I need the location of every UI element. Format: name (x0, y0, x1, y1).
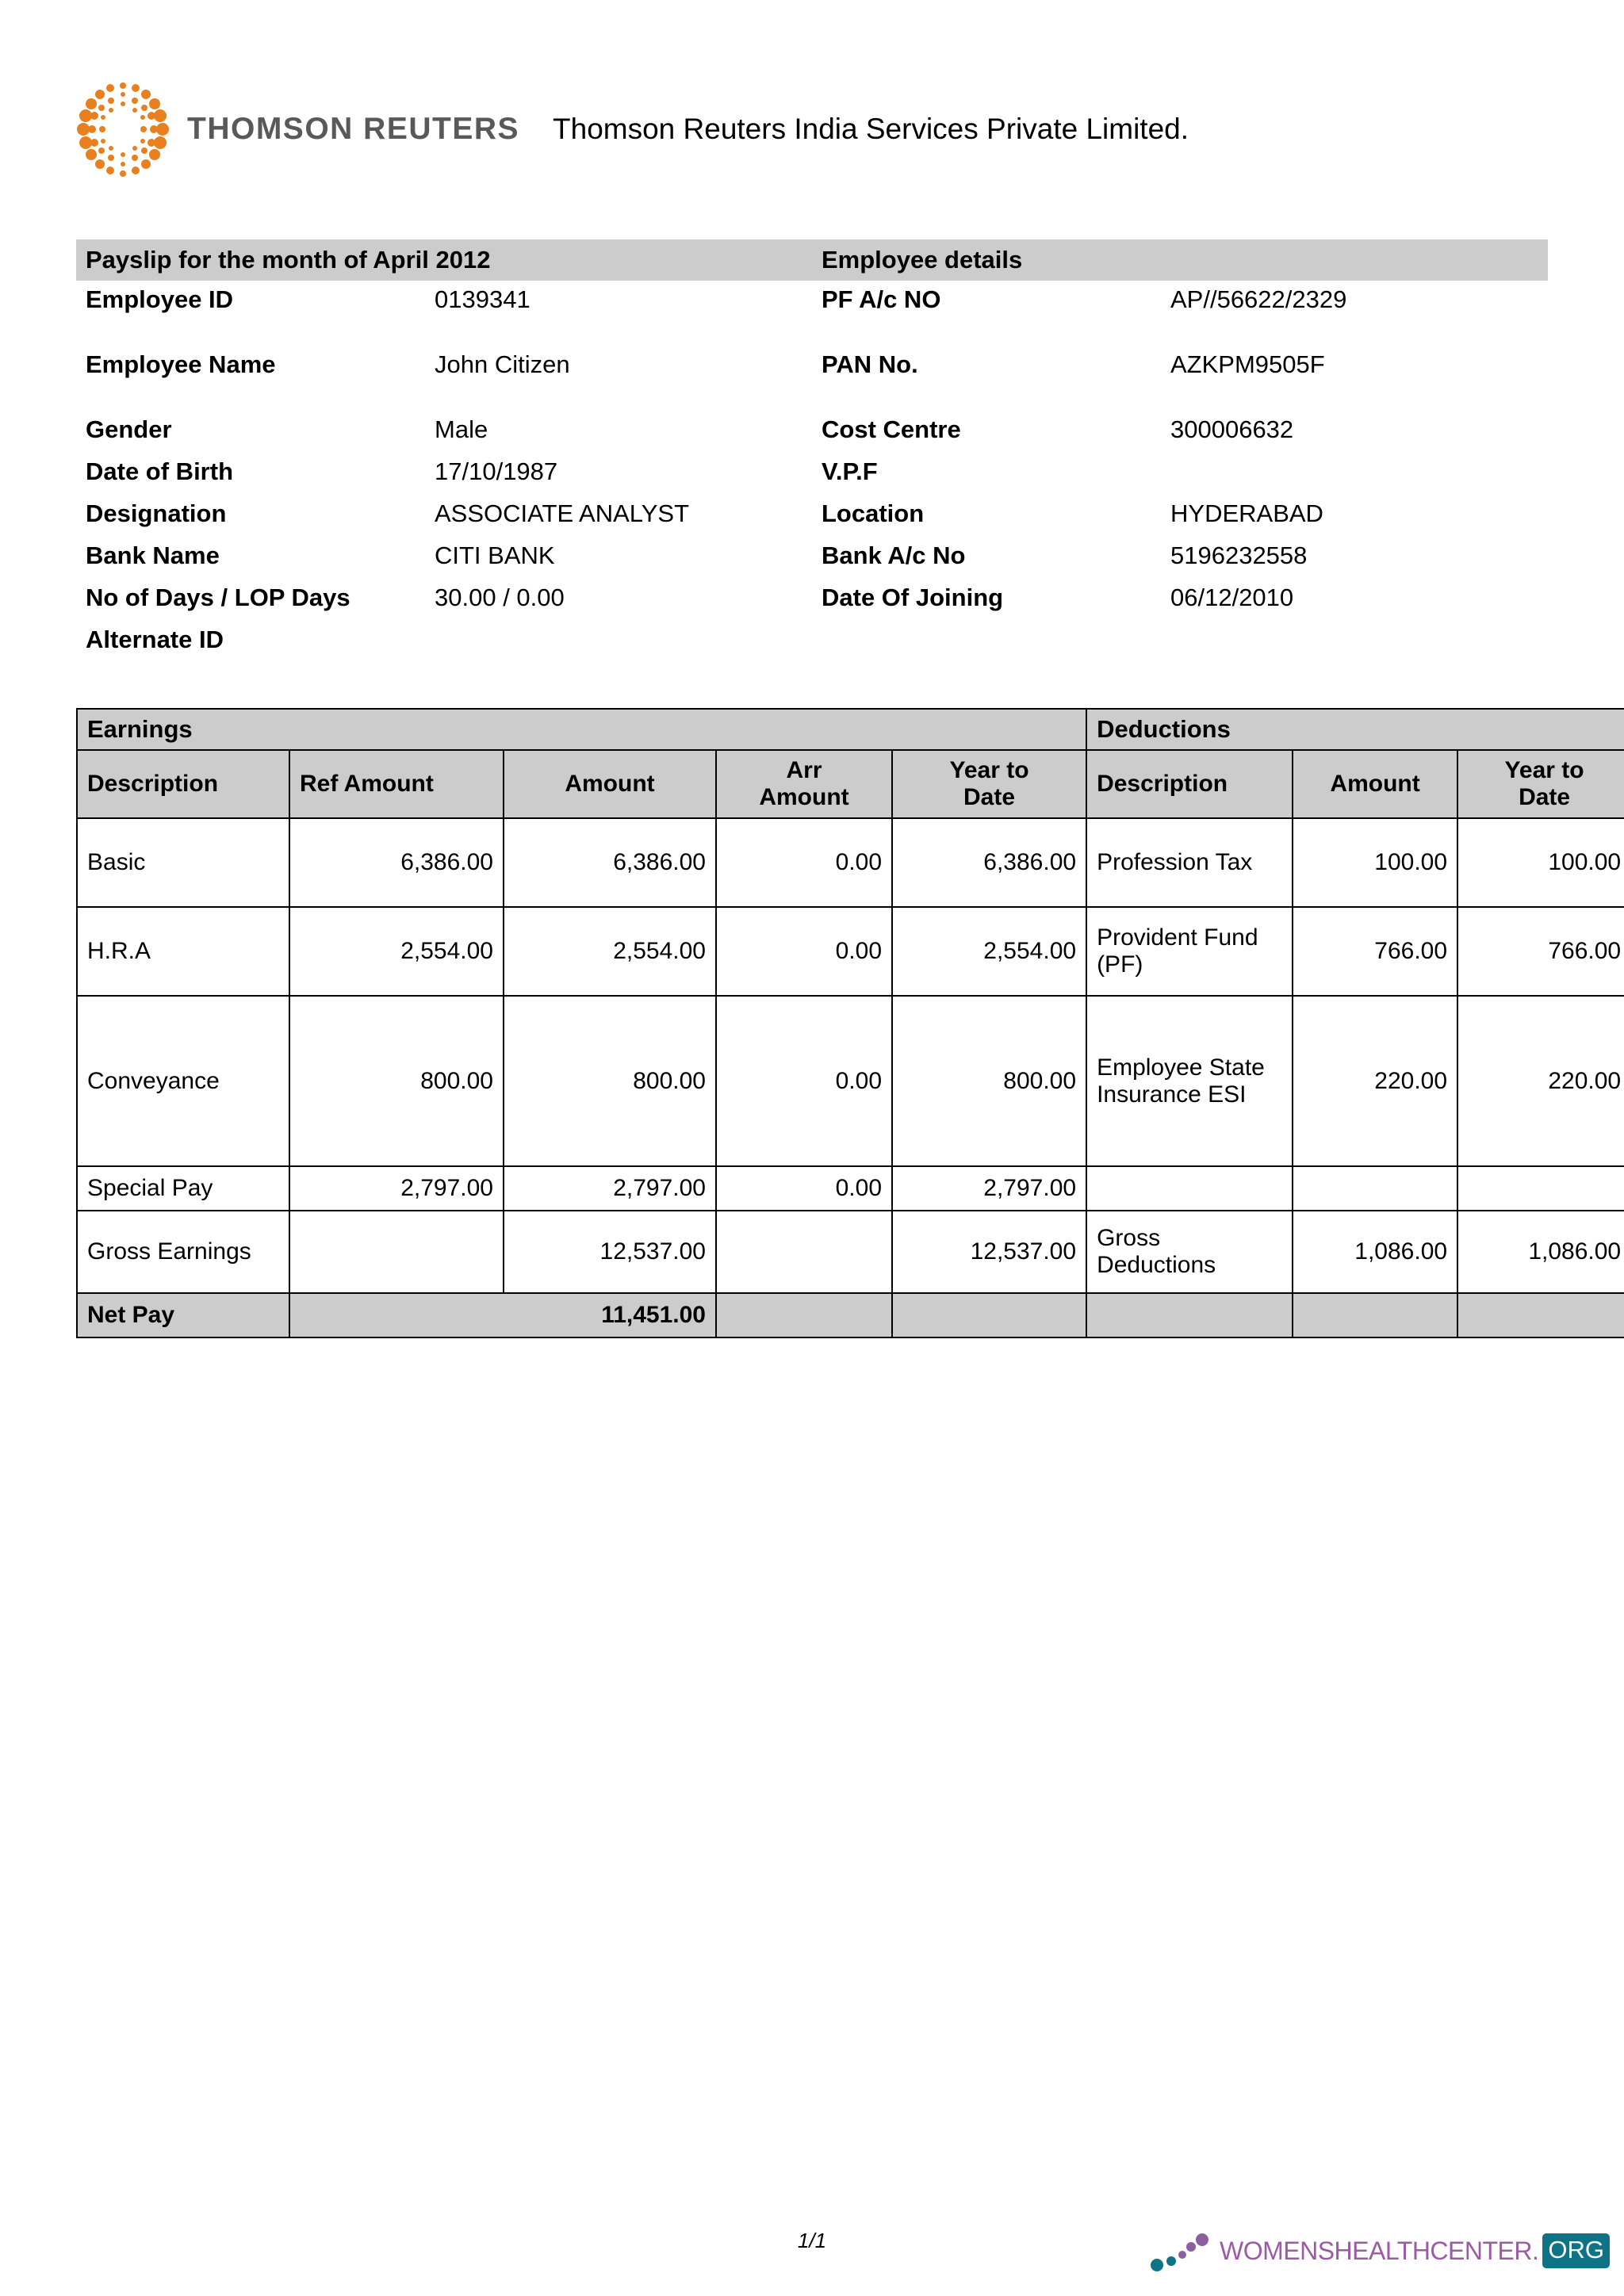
label-bank-ac-no: Bank A/c No (822, 541, 966, 569)
gross-earnings-arr (716, 1211, 892, 1293)
detail-row (76, 541, 1548, 584)
table-row (77, 996, 1624, 1166)
label-pf-ac-no: PF A/c NO (822, 285, 941, 313)
detail-row (76, 415, 1548, 457)
net-pay-amount: 11,451.00 (289, 1293, 716, 1337)
label-no-of-days-lop-days: No of Days / LOP Days (86, 584, 350, 611)
earning-amount: 800.00 (504, 996, 716, 1166)
col-label-line1: Arr (786, 756, 822, 783)
label-date-of-joining: Date Of Joining (822, 584, 1004, 611)
net-pay-filler (1086, 1293, 1293, 1337)
earnings-section-title: Earnings (77, 709, 1086, 750)
company-name: Thomson Reuters India Services Private Limited. (553, 113, 1189, 145)
label-employee-name: Employee Name (86, 350, 276, 378)
detail-row (76, 457, 1548, 499)
value-employee-name: John Citizen (435, 350, 570, 378)
label-bank-name: Bank Name (86, 541, 220, 569)
col-earnings-arr-amount (716, 750, 892, 818)
earning-description: Basic (77, 818, 289, 907)
earning-amount: 6,386.00 (504, 818, 716, 907)
value-date-of-birth: 17/10/1987 (435, 457, 558, 485)
detail-spacer (76, 328, 1548, 350)
payslip-title: Payslip for the month of April 2012 (86, 246, 491, 274)
value-cost-centre: 300006632 (1170, 415, 1294, 443)
col-earnings-description (77, 750, 289, 818)
gross-deductions-ytd: 1,086.00 (1457, 1211, 1624, 1293)
net-pay-label: Net Pay (77, 1293, 289, 1337)
col-deductions-description (1086, 750, 1293, 818)
watermark-tld-badge: ORG (1542, 2233, 1610, 2268)
earning-description: Special Pay (77, 1166, 289, 1211)
deduction-amount: 220.00 (1293, 996, 1457, 1166)
gross-totals-row (77, 1211, 1624, 1293)
page-number: 1/1 (797, 2229, 827, 2252)
earning-ref-amount: 6,386.00 (289, 818, 504, 907)
gross-earnings-amount: 12,537.00 (504, 1211, 716, 1293)
deduction-amount: 766.00 (1293, 907, 1457, 996)
col-label-line1: Year to (1504, 756, 1584, 783)
col-label-line2: Amount (759, 784, 849, 810)
col-label: Amount (1330, 771, 1420, 797)
col-label-line2: Date (963, 784, 1016, 810)
gross-earnings-ref (289, 1211, 504, 1293)
value-bank-ac-no: 5196232558 (1170, 541, 1308, 569)
thomson-reuters-dots-logo-icon (76, 78, 170, 181)
deduction-ytd: 766.00 (1457, 907, 1624, 996)
value-designation: ASSOCIATE ANALYST (435, 499, 690, 527)
label-employee-id: Employee ID (86, 285, 234, 313)
earning-ytd: 800.00 (892, 996, 1086, 1166)
label-designation: Designation (86, 499, 227, 527)
detail-row (76, 350, 1548, 393)
deduction-amount (1293, 1166, 1457, 1211)
value-employee-id: 0139341 (435, 285, 530, 313)
net-pay-filler (716, 1293, 892, 1337)
document-header (76, 70, 1548, 189)
value-date-of-joining: 06/12/2010 (1170, 584, 1294, 611)
deduction-ytd: 100.00 (1457, 818, 1624, 907)
col-label: Description (1097, 771, 1228, 797)
deduction-description: Employee State Insurance ESI (1086, 996, 1293, 1166)
watermark-text: WOMENSHEALTHCENTER. (1220, 2236, 1539, 2265)
earning-amount: 2,797.00 (504, 1166, 716, 1211)
earning-arr-amount: 0.00 (716, 818, 892, 907)
detail-row (76, 499, 1548, 541)
value-gender: Male (435, 415, 488, 443)
detail-row (76, 285, 1548, 328)
deduction-amount: 100.00 (1293, 818, 1457, 907)
col-earnings-year-to-date (892, 750, 1086, 818)
thomson-reuters-logo (76, 78, 519, 181)
col-earnings-ref-amount (289, 750, 504, 818)
deduction-ytd (1457, 1166, 1624, 1211)
earning-description: H.R.A (77, 907, 289, 996)
col-label: Ref Amount (300, 771, 434, 797)
gross-deductions-amount: 1,086.00 (1293, 1211, 1457, 1293)
label-vpf: V.P.F (822, 457, 878, 485)
label-pan-no: PAN No. (822, 350, 918, 378)
earning-amount: 2,554.00 (504, 907, 716, 996)
net-pay-filler (892, 1293, 1086, 1337)
label-date-of-birth: Date of Birth (86, 457, 233, 485)
detail-row (76, 584, 1548, 626)
earning-arr-amount: 0.00 (716, 996, 892, 1166)
col-deductions-amount (1293, 750, 1457, 818)
net-pay-row (77, 1293, 1624, 1337)
value-no-of-days-lop-days: 30.00 / 0.00 (435, 584, 565, 611)
col-label: Amount (565, 771, 655, 797)
earning-ytd: 2,554.00 (892, 907, 1086, 996)
detail-row (76, 626, 1548, 668)
earning-ytd: 2,797.00 (892, 1166, 1086, 1211)
gross-earnings-label: Gross Earnings (77, 1211, 289, 1293)
table-column-header-row (77, 750, 1624, 818)
employee-details-title: Employee details (822, 246, 1023, 274)
earning-ytd: 6,386.00 (892, 818, 1086, 907)
value-location: HYDERABAD (1170, 499, 1323, 527)
earning-description: Conveyance (77, 996, 289, 1166)
value-bank-name: CITI BANK (435, 541, 555, 569)
col-label-line1: Year to (949, 756, 1029, 783)
deduction-ytd: 220.00 (1457, 996, 1624, 1166)
gross-earnings-ytd: 12,537.00 (892, 1211, 1086, 1293)
col-deductions-year-to-date (1457, 750, 1624, 818)
gross-deductions-label: Gross Deductions (1086, 1211, 1293, 1293)
table-row (77, 907, 1624, 996)
brand-wordmark: THOMSON REUTERS (187, 112, 520, 146)
label-cost-centre: Cost Centre (822, 415, 961, 443)
detail-spacer (76, 393, 1548, 415)
deductions-section-title: Deductions (1086, 709, 1624, 750)
label-alternate-id: Alternate ID (86, 626, 224, 653)
details-band (76, 239, 1548, 281)
deduction-description: Provident Fund (PF) (1086, 907, 1293, 996)
label-location: Location (822, 499, 925, 527)
employee-details-block (76, 239, 1548, 668)
table-row (77, 1166, 1624, 1211)
womenshealthcenter-watermark (1150, 2229, 1610, 2273)
net-pay-filler (1293, 1293, 1457, 1337)
earning-ref-amount: 800.00 (289, 996, 504, 1166)
value-pan-no: AZKPM9505F (1170, 350, 1325, 378)
col-label: Description (87, 771, 219, 797)
col-earnings-amount (504, 750, 716, 818)
watermark-dots-icon (1150, 2230, 1218, 2271)
earnings-deductions-table (76, 708, 1624, 1338)
earning-arr-amount: 0.00 (716, 1166, 892, 1211)
value-pf-ac-no: AP//56622/2329 (1170, 285, 1347, 313)
earning-arr-amount: 0.00 (716, 907, 892, 996)
table-section-header-row (77, 709, 1624, 750)
net-pay-filler (1457, 1293, 1624, 1337)
deduction-description (1086, 1166, 1293, 1211)
earning-ref-amount: 2,797.00 (289, 1166, 504, 1211)
table-row (77, 818, 1624, 907)
col-label-line2: Date (1519, 784, 1571, 810)
deduction-description: Profession Tax (1086, 818, 1293, 907)
label-gender: Gender (86, 415, 172, 443)
earning-ref-amount: 2,554.00 (289, 907, 504, 996)
